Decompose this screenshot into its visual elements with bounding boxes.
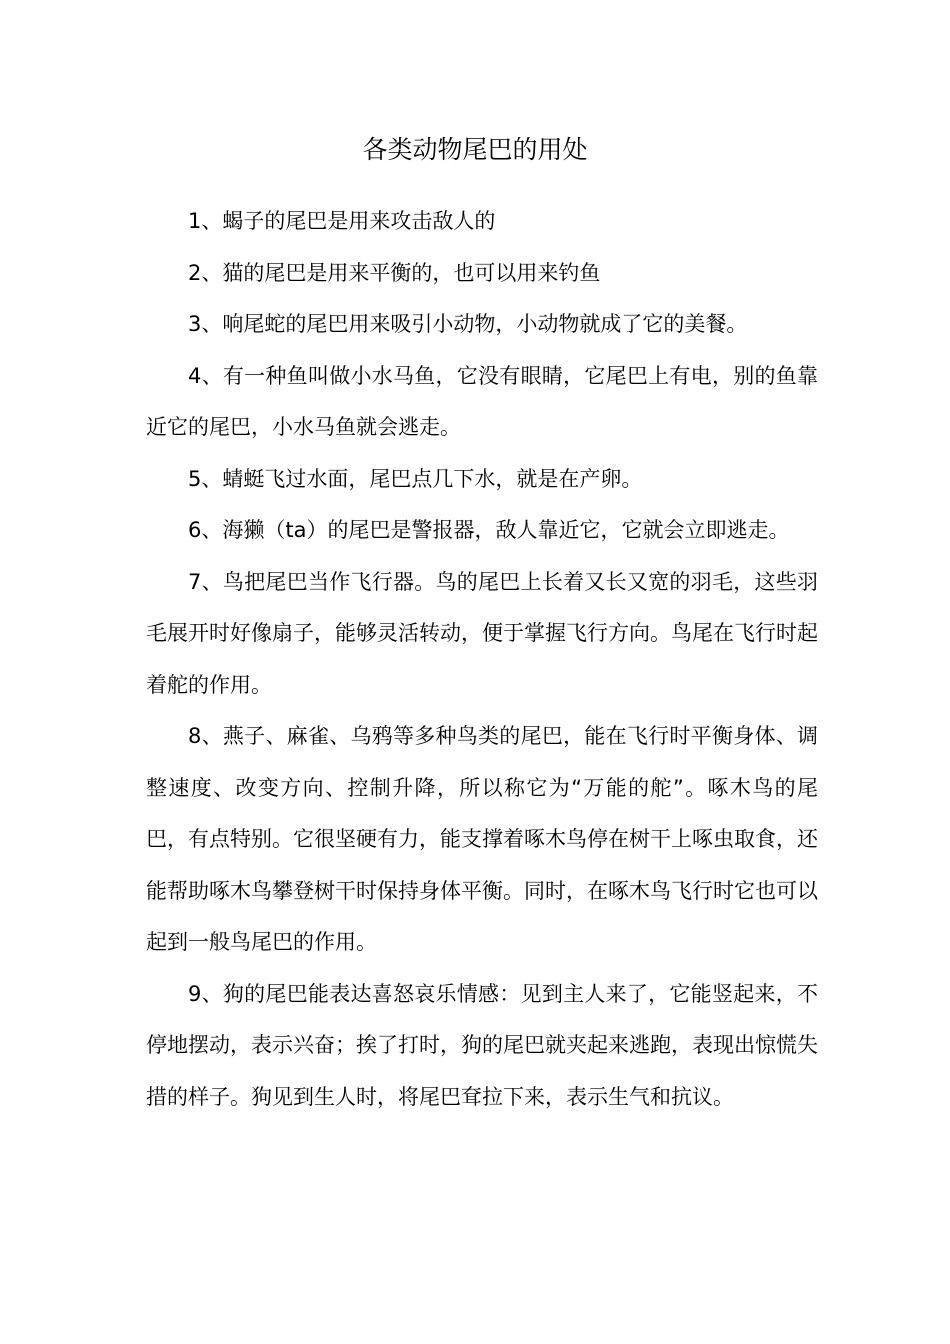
paragraph-3: 3、响尾蛇的尾巴用来吸引小动物，小动物就成了它的美餐。 (188, 312, 748, 336)
paragraph-7: 7、鸟把尾巴当作飞行器。鸟的尾巴上长着又长又宽的羽毛，这些羽毛展开时好像扇子，能够灵活转动，便于掌握飞行方向。鸟尾在飞行时起着舵的作用。 (146, 569, 818, 697)
document-title: 各类动物尾巴的用处 (362, 135, 588, 164)
paragraph-1: 1、蝎子的尾巴是用来攻击敌人的 (188, 209, 496, 233)
paragraph-6: 6、海獭（ta）的尾巴是警报器，敌人靠近它，它就会立即逃走。 (188, 518, 790, 542)
paragraph-9: 9、狗的尾巴能表达喜怒哀乐情感：见到主人来了，它能竖起来，不停地摆动，表示兴奋；挨了打时，狗的尾巴就夹起来逃跑，表现出惊慌失措的样子。狗见到生人时，将尾巴耷拉下来，表示生气和抗议。 (146, 981, 818, 1109)
paragraph-8: 8、燕子、麻雀、乌鸦等多种鸟类的尾巴，能在飞行时平衡身体、调整速度、改变方向、控制升降，所以称它为“万能的舵”。啄木鸟的尾巴，有点特别。它很坚硬有力，能支撑着啄木鸟停在树干上啄虫取食，还能帮助啄木鸟攀登树干时保持身体平衡。同时，在啄木鸟飞行时它也可以起到一般鸟尾巴的作用。 (146, 724, 818, 954)
paragraph-5: 5、蜻蜓飞过水面，尾巴点几下水，就是在产卵。 (188, 466, 643, 491)
paragraph-2: 2、猫的尾巴是用来平衡的，也可以用来钓鱼 (188, 260, 601, 285)
document-body (146, 196, 818, 1123)
paragraph-4: 4、有一种鱼叫做小水马鱼，它没有眼睛，它尾巴上有电，别的鱼靠近它的尾巴，小水马鱼就会逃走。 (146, 363, 818, 439)
